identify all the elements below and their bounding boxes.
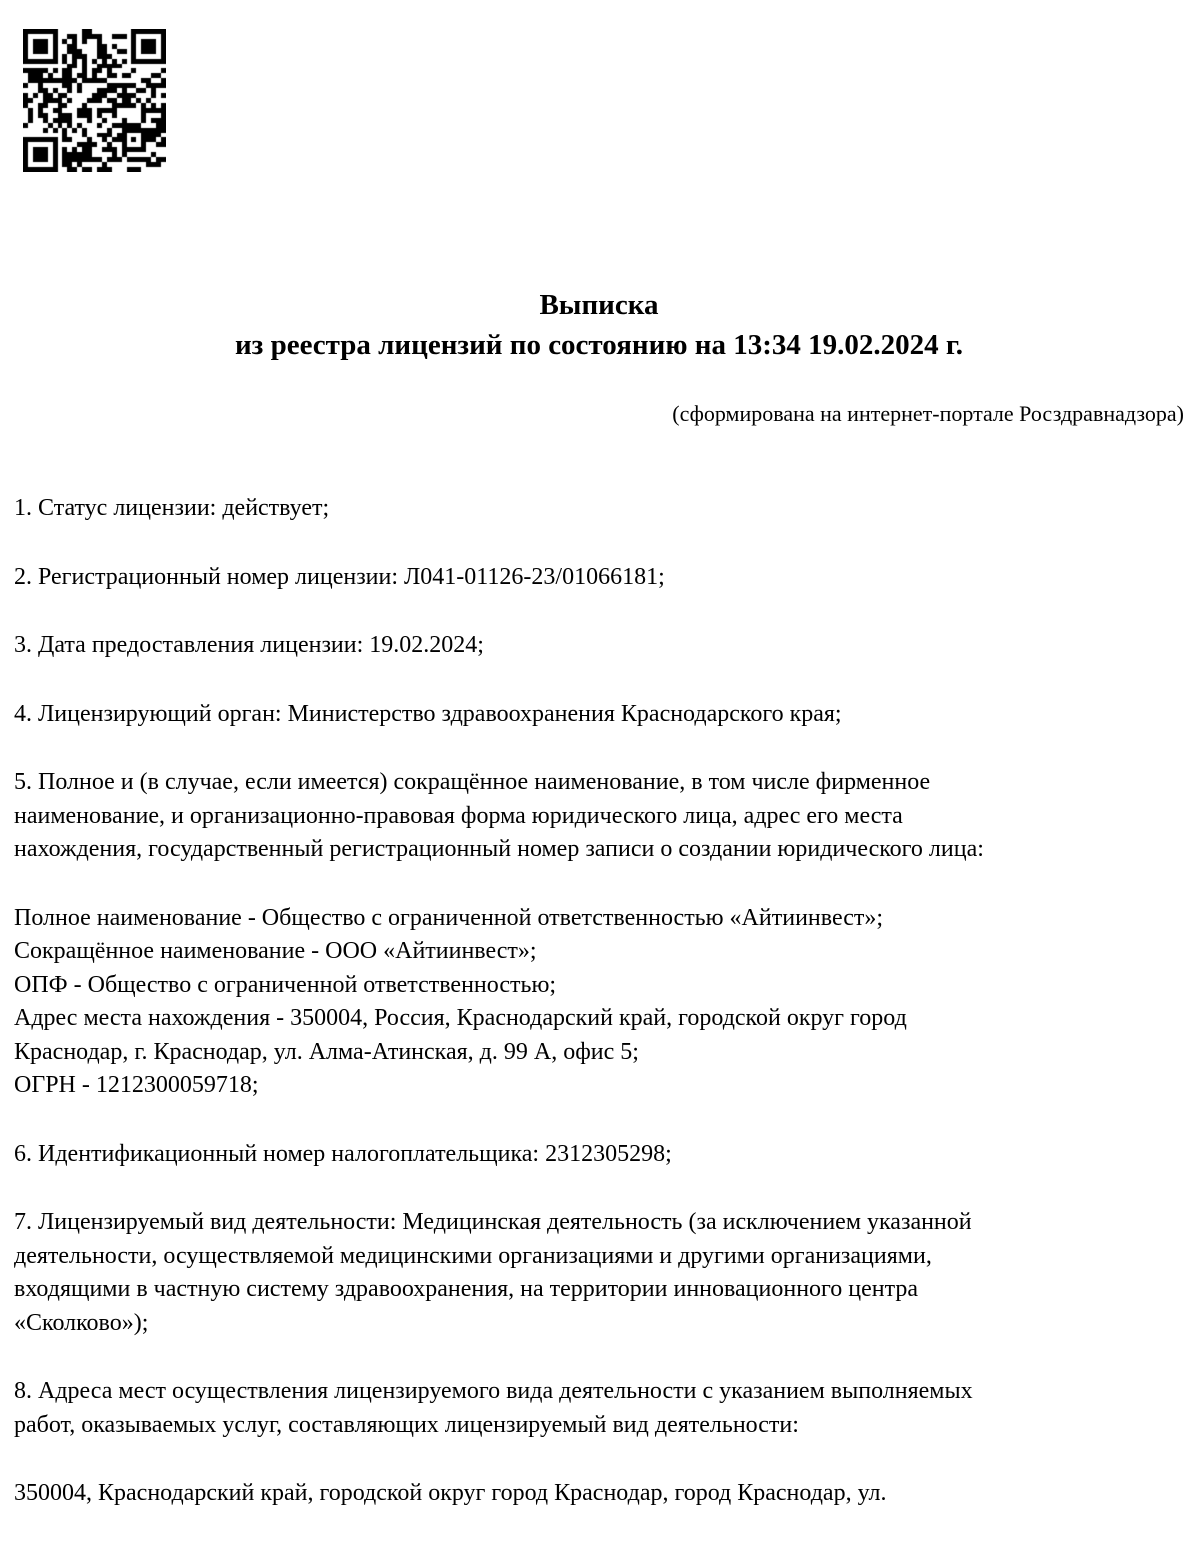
paragraph-activity-addresses-heading	[14, 1375, 1184, 1442]
text-line: ОПФ - Общество с ограниченной ответственностью;	[14, 971, 557, 998]
text-line: входящими в частную систему здравоохранения, на территории инновационного центра	[14, 1276, 919, 1302]
text-line: Краснодар, г. Краснодар, ул. Алма-Атинская, д. 99 А, офис 5;	[14, 1038, 639, 1065]
paragraph-license-date	[14, 629, 1184, 663]
text-line: 1. Статус лицензии: действует;	[14, 495, 330, 521]
qr-code-icon	[23, 29, 166, 172]
text-line: Полное наименование - Общество с ограниченной ответственностью «Айтиинвест»;	[14, 904, 884, 931]
paragraph-activity-type	[14, 1206, 1184, 1340]
text-line: «Сколково»);	[14, 1309, 149, 1336]
paragraph-name-heading	[14, 766, 1184, 867]
text-line: Адрес места нахождения - 350004, Россия, Краснодарский край, городской округ город	[14, 1005, 907, 1031]
text-line: 3. Дата предоставления лицензии: 19.02.2024;	[14, 632, 484, 658]
document-title-line-1: Выписка	[539, 289, 659, 321]
text-line: деятельности, осуществляемой медицинскими организациями и другими организациями,	[14, 1242, 932, 1269]
text-line: ОГРН - 1212300059718;	[14, 1072, 259, 1098]
text-line: Сокращённое наименование - ООО «Айтиинвест»;	[14, 938, 537, 964]
text-line: 350004, Краснодарский край, городской округ город Краснодар, город Краснодар, ул.	[14, 1480, 887, 1506]
text-line: 6. Идентификационный номер налогоплательщика: 2312305298;	[14, 1140, 672, 1167]
paragraph-status	[14, 492, 1184, 526]
document-subtitle: (сформирована на интернет-портале Росздравнадзора)	[672, 401, 1184, 426]
paragraph-licensing-authority	[14, 698, 1184, 732]
text-line: работ, оказываемых услуг, составляющих лицензируемый вид деятельности:	[14, 1411, 799, 1438]
paragraph-inn	[14, 1138, 1184, 1172]
text-line: нахождения, государственный регистрационный номер записи о создании юридического лица:	[14, 836, 984, 862]
text-line: 5. Полное и (в случае, если имеется) сокращённое наименование, в том числе фирменное	[14, 769, 931, 795]
paragraph-registration-number	[14, 561, 1184, 595]
text-line: наименование, и организационно-правовая форма юридического лица, адрес его места	[14, 802, 903, 829]
document-title-line-2: из реестра лицензий по состоянию на 13:34 19.02.2024 г.	[234, 329, 964, 361]
paragraph-activity-address	[14, 1477, 1184, 1511]
paragraph-organization-details	[14, 902, 1184, 1103]
text-line: 8. Адреса мест осуществления лицензируемого вида деятельности с указанием выполняемых	[14, 1378, 973, 1404]
text-line: 2. Регистрационный номер лицензии: Л041-01126-23/01066181;	[14, 563, 665, 590]
text-line: 7. Лицензируемый вид деятельности: Медицинская деятельность (за исключением указанной	[14, 1209, 972, 1235]
text-line: 4. Лицензирующий орган: Министерство здравоохранения Краснодарского края;	[14, 700, 842, 727]
